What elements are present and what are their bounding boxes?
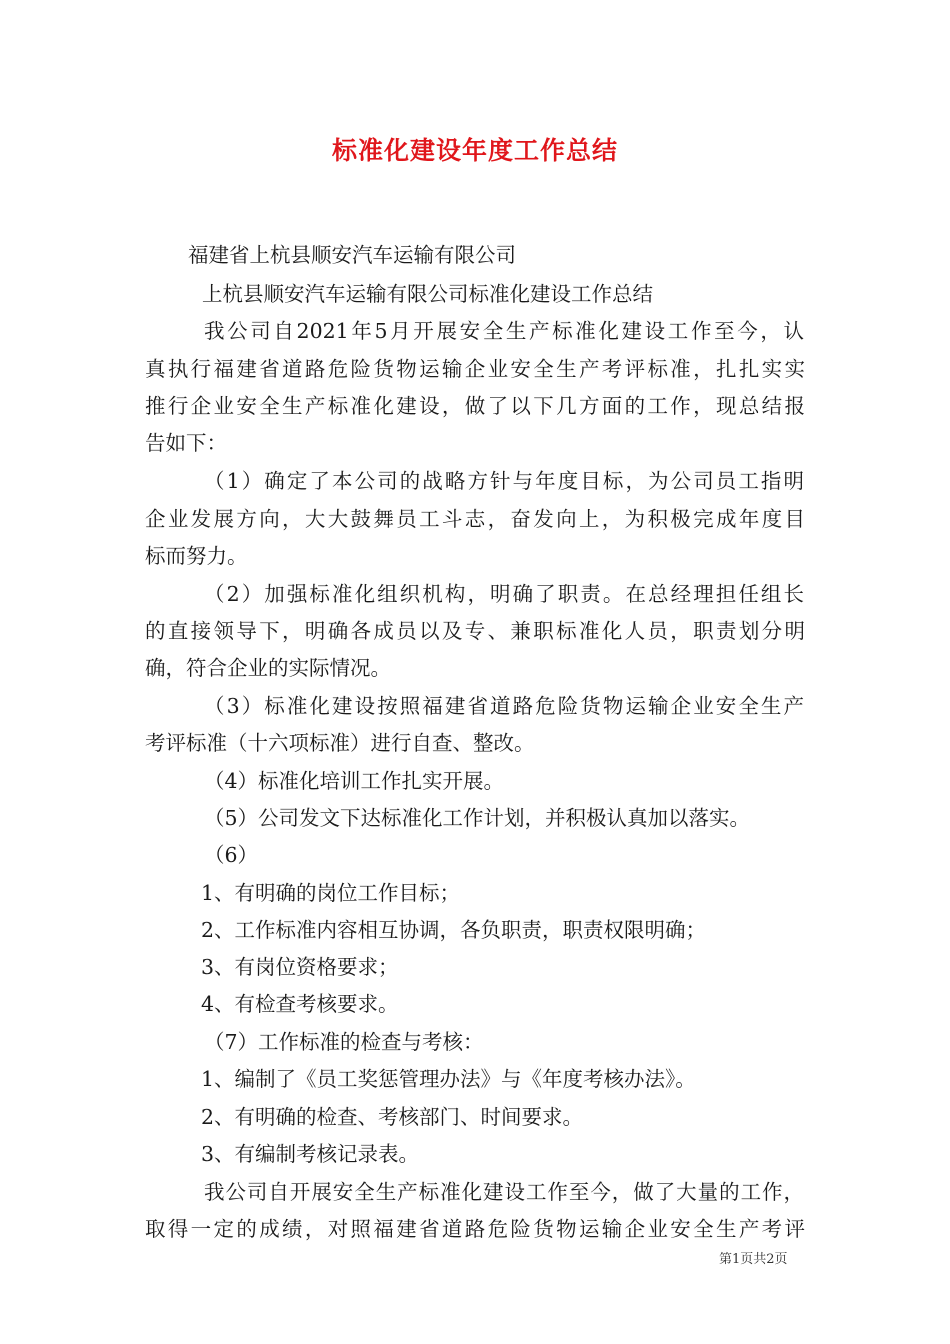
paragraph-line: 推行企业安全生产标准化建设，做了以下几方面的工作，现总结报 bbox=[145, 394, 805, 418]
paragraph-line: （1）确定了本公司的战略方针与年度目标，为公司员工指明 bbox=[204, 469, 804, 493]
list-item: （5）公司发文下达标准化工作计划，并积极认真加以落实。 bbox=[204, 806, 751, 830]
list-item: （6） bbox=[204, 843, 259, 867]
paragraph-line: 的直接领导下，明确各成员以及专、兼职标准化人员，职责划分明 bbox=[145, 619, 805, 643]
paragraph-line: （2）加强标准化组织机构，明确了职责。在总经理担任组长 bbox=[204, 582, 804, 606]
paragraph-line: 标而努力。 bbox=[145, 544, 248, 568]
document-title: 标准化建设年度工作总结 bbox=[331, 136, 618, 165]
paragraph-line: 真执行福建省道路危险货物运输企业安全生产考评标准，扎扎实实 bbox=[145, 357, 805, 381]
list-item: 3、有岗位资格要求； bbox=[201, 955, 399, 979]
paragraph-line: 企业发展方向，大大鼓舞员工斗志，奋发向上，为积极完成年度目 bbox=[145, 507, 805, 531]
paragraph-line: 取得一定的成绩，对照福建省道路危险货物运输企业安全生产考评 bbox=[145, 1217, 805, 1241]
paragraph-line: 考评标准（十六项标准）进行自查、整改。 bbox=[145, 731, 535, 755]
paragraph-line: 告如下： bbox=[145, 431, 227, 455]
list-item: 4、有检查考核要求。 bbox=[201, 992, 399, 1016]
summary-subtitle-line: 上杭县顺安汽车运输有限公司标准化建设工作总结 bbox=[202, 282, 653, 306]
paragraph-line: 我公司自开展安全生产标准化建设工作至今，做了大量的工作， bbox=[204, 1180, 804, 1204]
list-item: 3、有编制考核记录表。 bbox=[201, 1142, 420, 1166]
list-item: 1、编制了《员工奖惩管理办法》与《年度考核办法》。 bbox=[201, 1067, 696, 1091]
list-item: （7）工作标准的检查与考核： bbox=[204, 1030, 484, 1054]
paragraph-line: 确，符合企业的实际情况。 bbox=[145, 656, 391, 680]
list-item: （4）标准化培训工作扎实开展。 bbox=[204, 769, 505, 793]
list-item: 2、有明确的检查、考核部门、时间要求。 bbox=[201, 1105, 584, 1129]
company-name-line: 福建省上杭县顺安汽车运输有限公司 bbox=[188, 243, 516, 267]
paragraph-line: （3）标准化建设按照福建省道路危险货物运输企业安全生产 bbox=[204, 694, 804, 718]
paragraph-line: 我公司自2021年5月开展安全生产标准化建设工作至今，认 bbox=[204, 319, 804, 343]
list-item: 1、有明确的岗位工作目标； bbox=[201, 881, 461, 905]
page-number: 第1页共2页 bbox=[719, 1252, 788, 1267]
list-item: 2、工作标准内容相互协调，各负职责，职责权限明确； bbox=[201, 918, 707, 942]
